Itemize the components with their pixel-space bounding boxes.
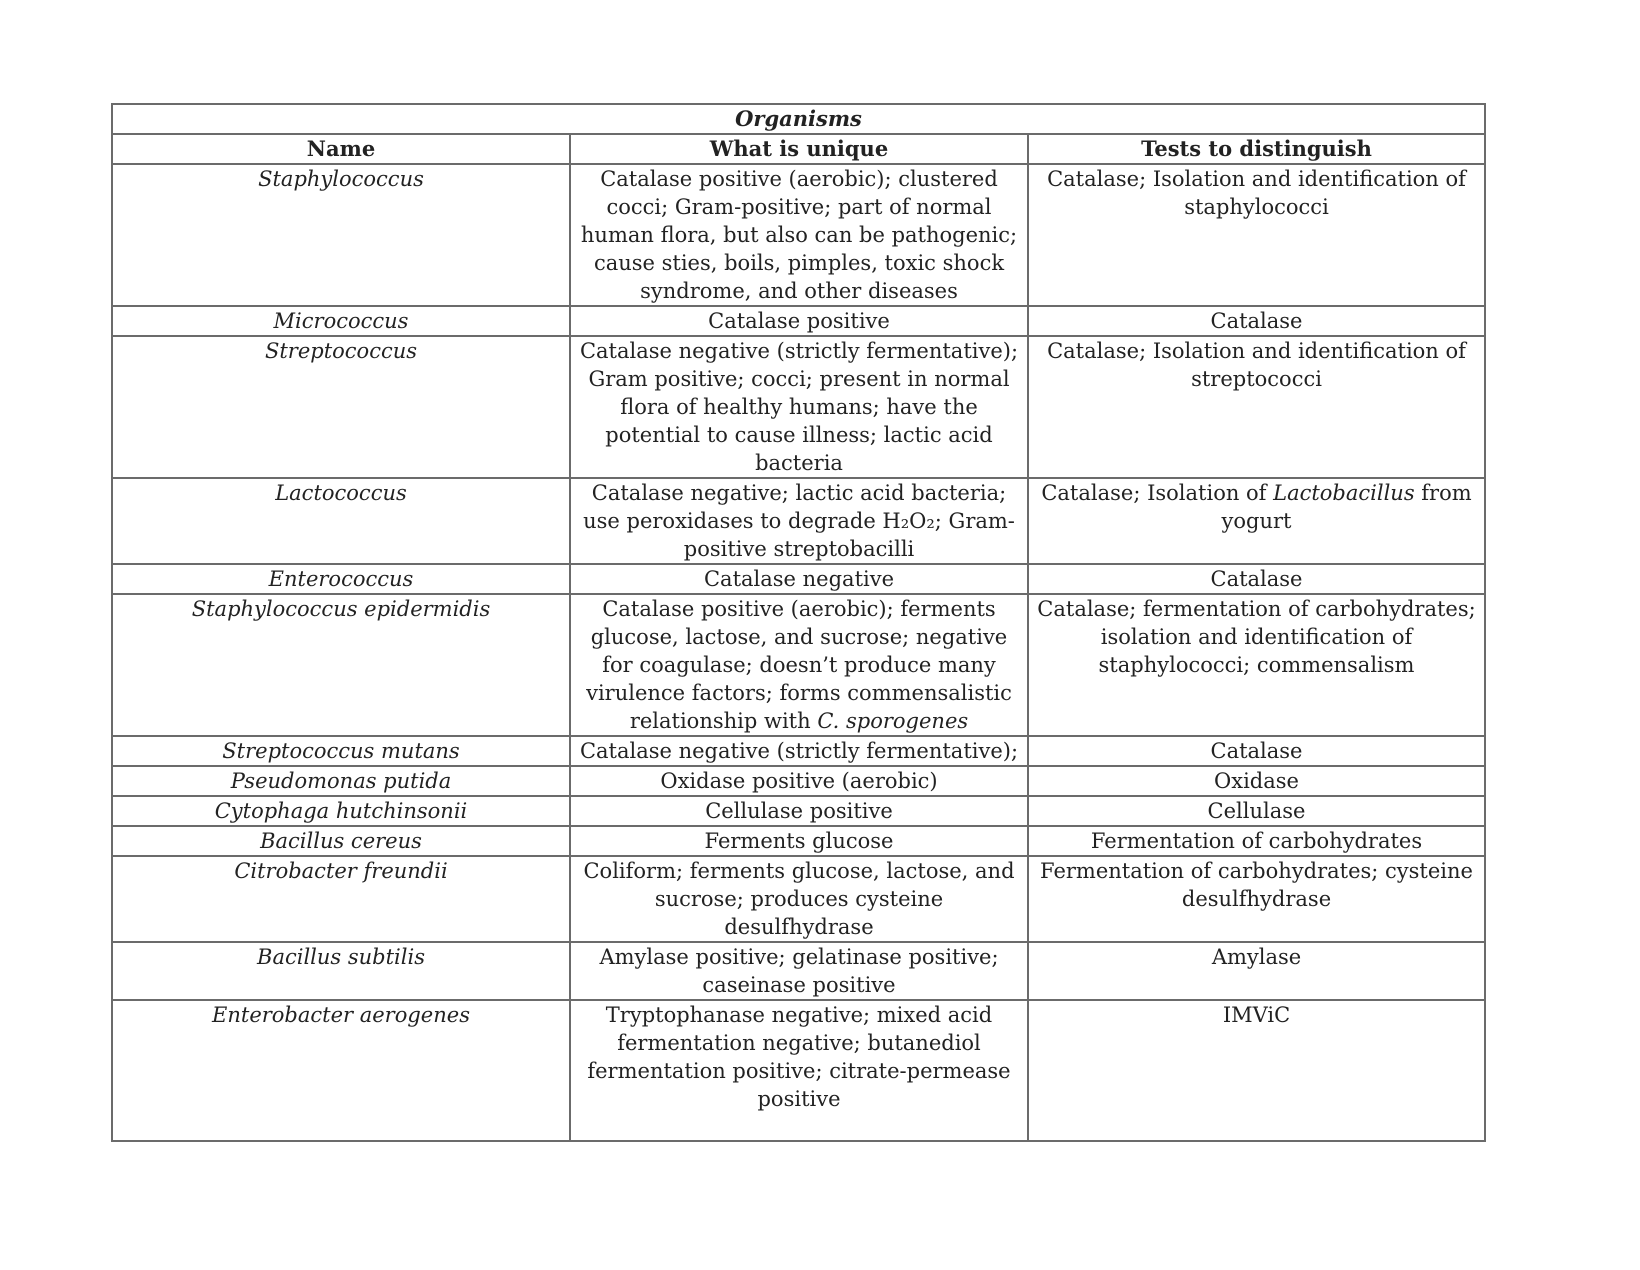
table-title-row — [112, 104, 1485, 134]
organism-name-cell: Bacillus subtilis — [112, 942, 570, 1000]
header-what-is-unique: What is unique — [570, 134, 1028, 164]
table-row — [112, 164, 1485, 306]
what-is-unique-cell — [570, 856, 1028, 942]
italic-text-segment: Lactobacillus — [1273, 481, 1415, 505]
text-segment: Ferments glucose — [704, 829, 894, 853]
organism-name-cell: Cytophaga hutchinsonii — [112, 796, 570, 826]
what-is-unique-cell — [570, 796, 1028, 826]
what-is-unique-cell — [570, 564, 1028, 594]
text-segment: Catalase — [1210, 309, 1303, 333]
tests-cell — [1028, 306, 1485, 336]
what-is-unique-cell — [570, 306, 1028, 336]
table-row — [112, 478, 1485, 564]
text-segment: Catalase positive — [708, 309, 890, 333]
tests-cell — [1028, 796, 1485, 826]
text-segment: Amylase — [1211, 945, 1302, 969]
text-segment: Oxidase — [1214, 769, 1299, 793]
tests-cell — [1028, 942, 1485, 1000]
tests-cell — [1028, 594, 1485, 736]
text-segment: Fermentation of carbohydrates — [1090, 829, 1423, 853]
table-row — [112, 826, 1485, 856]
organism-name-cell: Micrococcus — [112, 306, 570, 336]
text-segment: Catalase — [1210, 567, 1303, 591]
tests-cell — [1028, 164, 1485, 306]
what-is-unique-cell — [570, 942, 1028, 1000]
italic-text-segment: C. sporogenes — [817, 709, 969, 733]
table-row — [112, 766, 1485, 796]
organism-name-cell: Streptococcus mutans — [112, 736, 570, 766]
what-is-unique-cell — [570, 164, 1028, 306]
tests-cell — [1028, 826, 1485, 856]
tests-cell — [1028, 336, 1485, 478]
organism-name-cell: Streptococcus — [112, 336, 570, 478]
text-segment: Catalase positive (aerobic); ferments glucose, lactose, and sucrose; negative for coagulase; doesn’t produce many virulence factors; forms commensalistic relationship with — [586, 597, 1012, 733]
text-segment: Cellulase positive — [705, 799, 893, 823]
text-segment: Catalase negative; lactic acid bacteria; use peroxidases to degrade H₂O₂; Gram-positive streptobacilli — [583, 481, 1015, 561]
organisms-table — [111, 103, 1486, 1142]
table-row — [112, 796, 1485, 826]
table-row — [112, 594, 1485, 736]
tests-cell — [1028, 856, 1485, 942]
table-row — [112, 336, 1485, 478]
table-row — [112, 856, 1485, 942]
text-segment: Catalase positive (aerobic); clustered cocci; Gram-positive; part of normal human flora, but also can be pathogenic; cause sties, boils, pimples, toxic shock syndrome, and other diseases — [580, 167, 1018, 303]
text-segment: Fermentation of carbohydrates; cysteine desulfhydrase — [1040, 859, 1473, 911]
table-row — [112, 736, 1485, 766]
table-row — [112, 306, 1485, 336]
text-segment: Oxidase positive (aerobic) — [660, 769, 938, 793]
text-segment: Catalase negative — [703, 567, 895, 591]
text-segment: Catalase; Isolation and identification of streptococci — [1047, 339, 1466, 391]
table-row — [112, 1000, 1485, 1141]
text-segment: Coliform; ferments glucose, lactose, and sucrose; produces cysteine desulfhydrase — [583, 859, 1015, 939]
organism-name-cell: Enterobacter aerogenes — [112, 1000, 570, 1141]
header-row — [112, 134, 1485, 164]
table-title: Organisms — [112, 104, 1485, 134]
text-segment: Catalase negative (strictly fermentative); Gram positive; cocci; present in normal flora of healthy humans; have the potential to cause illness; lactic acid bacteria — [579, 339, 1019, 475]
text-segment: Cellulase — [1207, 799, 1306, 823]
tests-cell — [1028, 736, 1485, 766]
what-is-unique-cell — [570, 336, 1028, 478]
tests-cell — [1028, 478, 1485, 564]
tests-cell — [1028, 564, 1485, 594]
what-is-unique-cell — [570, 1000, 1028, 1141]
text-segment: IMViC — [1222, 1003, 1291, 1027]
organism-name-cell: Lactococcus — [112, 478, 570, 564]
text-segment: Catalase — [1210, 739, 1303, 763]
text-segment: Tryptophanase negative; mixed acid fermentation negative; butanediol fermentation positive; citrate-permease positive — [587, 1003, 1011, 1111]
tests-cell — [1028, 766, 1485, 796]
table-body — [112, 164, 1485, 1141]
what-is-unique-cell — [570, 594, 1028, 736]
what-is-unique-cell — [570, 826, 1028, 856]
text-segment: Catalase; Isolation of — [1041, 481, 1274, 505]
organism-name-cell: Pseudomonas putida — [112, 766, 570, 796]
text-segment: from yogurt — [1221, 481, 1472, 533]
text-segment: Catalase negative (strictly fermentative); — [579, 739, 1019, 763]
table-row — [112, 564, 1485, 594]
organism-name-cell: Staphylococcus — [112, 164, 570, 306]
organism-name-cell: Citrobacter freundii — [112, 856, 570, 942]
header-name: Name — [112, 134, 570, 164]
header-tests-to-distinguish: Tests to distinguish — [1028, 134, 1485, 164]
text-segment: Amylase positive; gelatinase positive; caseinase positive — [599, 945, 999, 997]
text-segment: Catalase; fermentation of carbohydrates; isolation and identification of staphylococci; commensalism — [1037, 597, 1476, 677]
organism-name-cell: Enterococcus — [112, 564, 570, 594]
what-is-unique-cell — [570, 478, 1028, 564]
what-is-unique-cell — [570, 766, 1028, 796]
table-row — [112, 942, 1485, 1000]
what-is-unique-cell — [570, 736, 1028, 766]
organism-name-cell: Bacillus cereus — [112, 826, 570, 856]
tests-cell — [1028, 1000, 1485, 1141]
organism-name-cell: Staphylococcus epidermidis — [112, 594, 570, 736]
text-segment: Catalase; Isolation and identification of staphylococci — [1047, 167, 1466, 219]
